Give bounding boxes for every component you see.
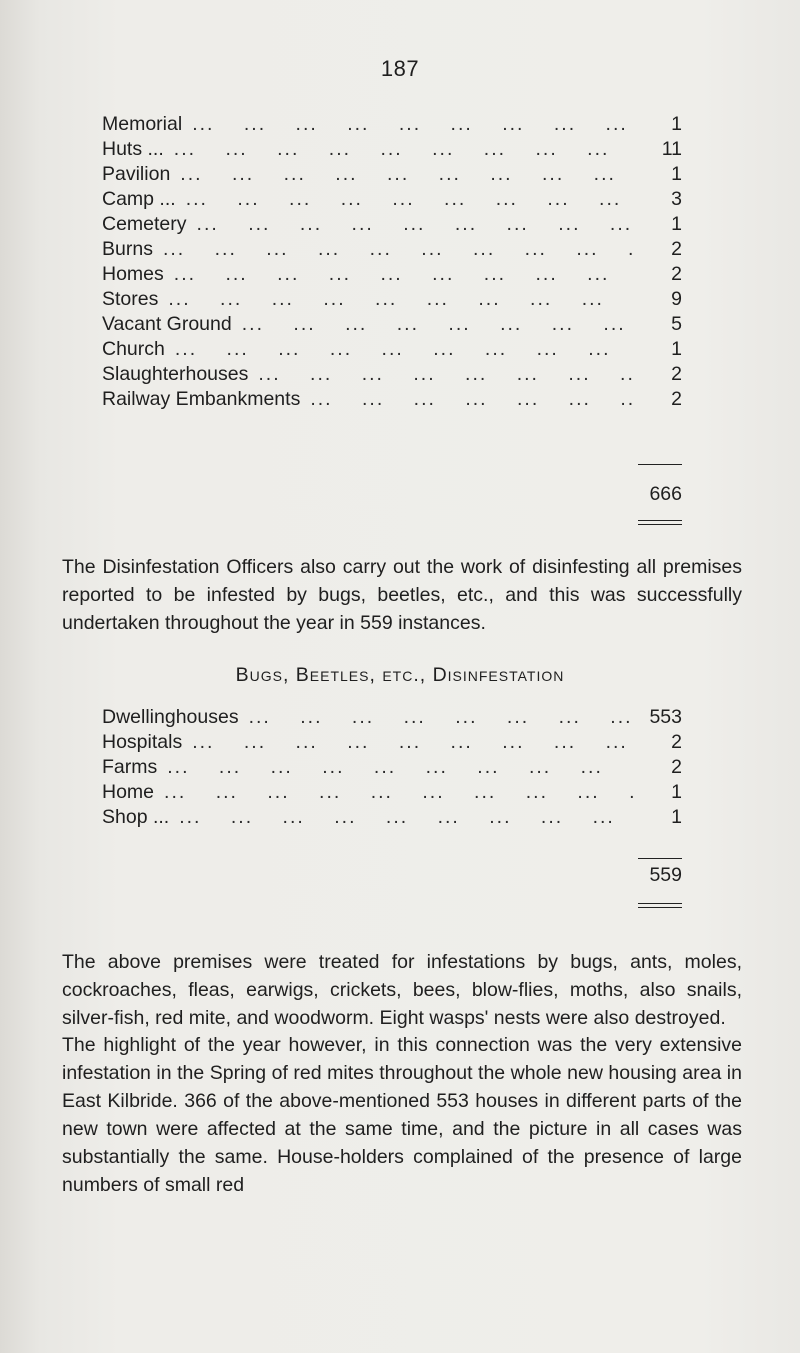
bugs-list: [102, 705, 682, 830]
leader-dots: [192, 730, 634, 755]
row-count: 2: [671, 388, 682, 410]
row-label: Stores: [102, 288, 159, 310]
row-count: 11: [661, 138, 682, 160]
list-item: [102, 237, 682, 262]
leader-dots: [164, 780, 634, 805]
leader-dots: [163, 237, 634, 262]
total-double-rule: [638, 903, 682, 908]
leader-dots: [174, 262, 634, 287]
row-count: 1: [671, 806, 682, 828]
leader-dots: [310, 387, 634, 412]
list-item: [102, 187, 682, 212]
list-item: [102, 262, 682, 287]
section-heading: Bugs, Beetles, etc., Disinfestation: [235, 664, 565, 686]
row-count: 1: [671, 338, 682, 360]
list-item: [102, 730, 682, 755]
list-item: [102, 287, 682, 312]
leader-dots: [186, 187, 634, 212]
list-item: [102, 162, 682, 187]
leader-dots: [175, 337, 634, 362]
row-count: 1: [671, 213, 682, 235]
leader-dots: [179, 805, 634, 830]
row-count: 3: [671, 188, 682, 210]
row-label: Church: [102, 338, 165, 360]
paragraph: The highlight of the year however, in this connection was the very extensive infestation in the Spring of red mites throughout the whole new housing area in East Kilbride. 366 of the above-mentioned 553 houses in different parts of the new town were affected at the same time, and the picture in all cases was substantially the same. House-holders complained of the presence of large numbers of small red: [62, 1034, 742, 1196]
leader-dots: [258, 362, 634, 387]
list-item: [102, 312, 682, 337]
row-count: 9: [671, 288, 682, 310]
row-label: Home: [102, 781, 155, 803]
total-rule: [638, 858, 682, 859]
paragraph: The Disinfestation Officers also carry out the work of disinfesting all premises reported to be infested by bugs, beetles, etc., and this was successfully undertaken throughout the year in 559 instances.: [62, 556, 742, 634]
row-label: Vacant Ground: [102, 313, 232, 335]
row-count: 2: [671, 363, 682, 385]
total-value: 666: [649, 483, 682, 505]
row-count: 5: [671, 313, 682, 335]
list-item: [102, 755, 682, 780]
list-item: [102, 805, 682, 830]
row-label: Farms: [102, 756, 158, 778]
row-label: Burns: [102, 238, 153, 260]
total-double-rule: [638, 520, 682, 525]
row-label: Railway Embankments: [102, 388, 301, 410]
row-label: Memorial: [102, 113, 183, 135]
list-item: [102, 112, 682, 137]
row-count: 2: [671, 238, 682, 260]
row-label: Huts ...: [102, 138, 164, 160]
page-number: 187: [380, 56, 420, 81]
list-item: [102, 705, 682, 730]
row-label: Dwellinghouses: [102, 706, 239, 728]
leader-dots: [167, 755, 634, 780]
row-label: Slaughterhouses: [102, 363, 249, 385]
leader-dots: [242, 312, 634, 337]
leader-dots: [249, 705, 634, 730]
row-count: 2: [671, 263, 682, 285]
row-label: Homes: [102, 263, 164, 285]
row-label: Camp ...: [102, 188, 176, 210]
leader-dots: [168, 287, 634, 312]
list-item: [102, 387, 682, 412]
list-item: [102, 212, 682, 237]
row-label: Shop ...: [102, 806, 170, 828]
row-label: Cemetery: [102, 213, 187, 235]
leader-dots: [180, 162, 634, 187]
list-item: [102, 137, 682, 162]
list-item: [102, 362, 682, 387]
row-label: Pavilion: [102, 163, 171, 185]
row-count: 1: [671, 113, 682, 135]
row-count: 553: [649, 706, 682, 728]
leader-dots: [192, 112, 634, 137]
leader-dots: [197, 212, 634, 237]
row-label: Hospitals: [102, 731, 183, 753]
row-count: 1: [671, 781, 682, 803]
leader-dots: [174, 137, 634, 162]
total-value: 559: [649, 864, 682, 886]
list-item: [102, 337, 682, 362]
row-count: 2: [671, 731, 682, 753]
paragraph: The above premises were treated for infestations by bugs, ants, moles, cockroaches, fleas, earwigs, crickets, bees, blow-flies, moths, also snails, silver-fish, red mite, and woodworm. Eight wasps' nests were also destroyed.: [62, 951, 742, 1029]
list-item: [102, 780, 682, 805]
row-count: 1: [671, 163, 682, 185]
total-rule: [638, 464, 682, 465]
premises-list: [102, 112, 682, 412]
row-count: 2: [671, 756, 682, 778]
